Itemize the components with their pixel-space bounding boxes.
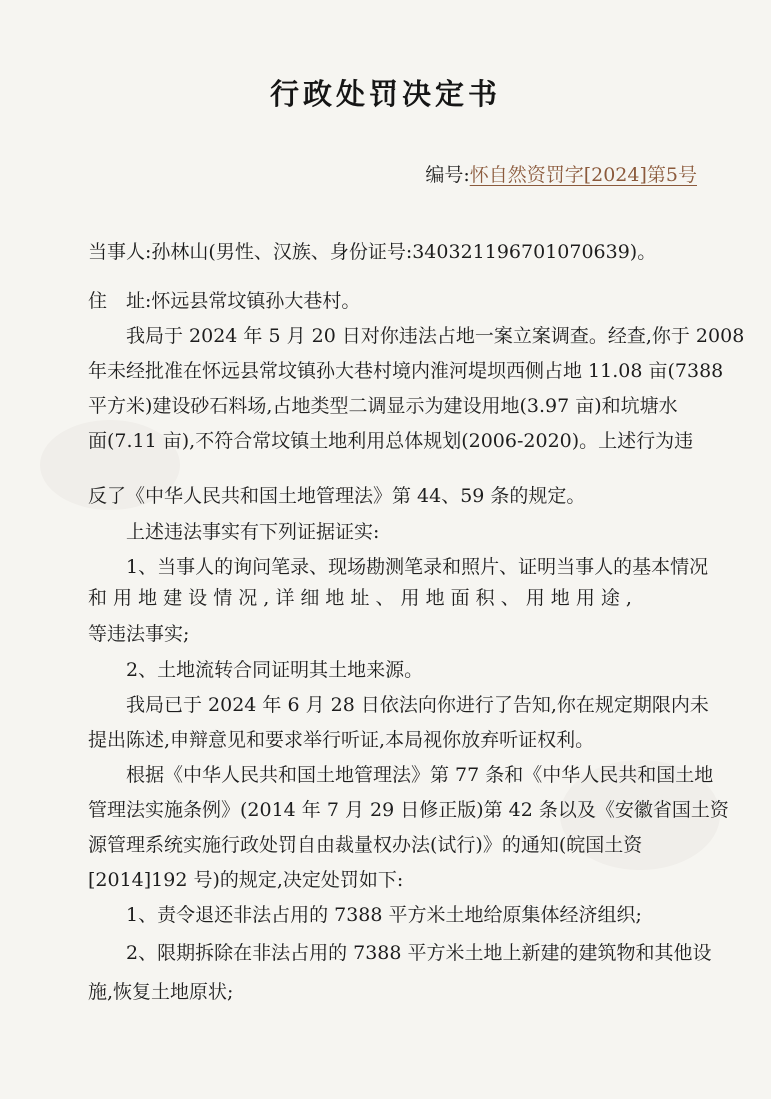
basis-line: 根据《中华人民共和国土地管理法》第 77 条和《中华人民共和国土地 bbox=[88, 764, 714, 786]
evidence-item: 1、当事人的询问笔录、现场勘测笔录和照片、证明当事人的基本情况 bbox=[88, 556, 709, 578]
penalty-item: 施,恢复土地原状; bbox=[88, 981, 234, 1003]
document-title: 行政处罚决定书 bbox=[269, 77, 501, 111]
document-number-label: 编号: bbox=[425, 164, 470, 186]
penalty-item: 2、限期拆除在非法占用的 7388 平方米土地上新建的建筑物和其他设 bbox=[88, 942, 712, 964]
penalty-item: 1、责令退还非法占用的 7388 平方米土地给原集体经济组织; bbox=[88, 904, 642, 926]
document-number bbox=[425, 160, 697, 187]
body-line: 我局于 2024 年 5 月 20 日对你违法占地一案立案调查。经查,你于 2008 bbox=[88, 325, 745, 347]
body-line: 年未经批准在怀远县常坟镇孙大巷村境内淮河堤坝西侧占地 11.08 亩(7388 bbox=[88, 360, 724, 382]
basis-line: [2014]192 号)的规定,决定处罚如下: bbox=[88, 869, 404, 891]
evidence-item: 等违法事实; bbox=[88, 623, 190, 645]
body-line: 反了《中华人民共和国土地管理法》第 44、59 条的规定。 bbox=[88, 485, 586, 507]
evidence-heading: 上述违法事实有下列证据证实: bbox=[88, 521, 380, 543]
body-line: 面(7.11 亩),不符合常坟镇土地利用总体规划(2006-2020)。上述行为违 bbox=[88, 430, 694, 452]
body-line: 平方米)建设砂石料场,占地类型二调显示为建设用地(3.97 亩)和坑塘水 bbox=[88, 395, 678, 417]
notice-line: 提出陈述,申辩意见和要求举行听证,本局视你放弃听证权利。 bbox=[88, 729, 595, 751]
evidence-item: 2、土地流转合同证明其土地来源。 bbox=[88, 659, 424, 681]
evidence-item: 和 用 地 建 设 情 况 , 详 细 地 址 、 用 地 面 积 、 用 地 用 途 , bbox=[88, 587, 632, 609]
basis-line: 源管理系统实施行政处罚自由裁量权办法(试行)》的通知(皖国土资 bbox=[88, 834, 643, 856]
address-line: 住 址:怀远县常坟镇孙大巷村。 bbox=[88, 290, 361, 312]
basis-line: 管理法实施条例》(2014 年 7 月 29 日修正版)第 42 条以及《安徽省国土资 bbox=[88, 799, 729, 821]
document-number-value: 怀自然资罚字[2024]第5号 bbox=[469, 164, 697, 186]
party-line: 当事人:孙林山(男性、汉族、身份证号:340321196701070639)。 bbox=[88, 241, 657, 263]
notice-line: 我局已于 2024 年 6 月 28 日依法向你进行了告知,你在规定期限内未 bbox=[88, 694, 709, 716]
